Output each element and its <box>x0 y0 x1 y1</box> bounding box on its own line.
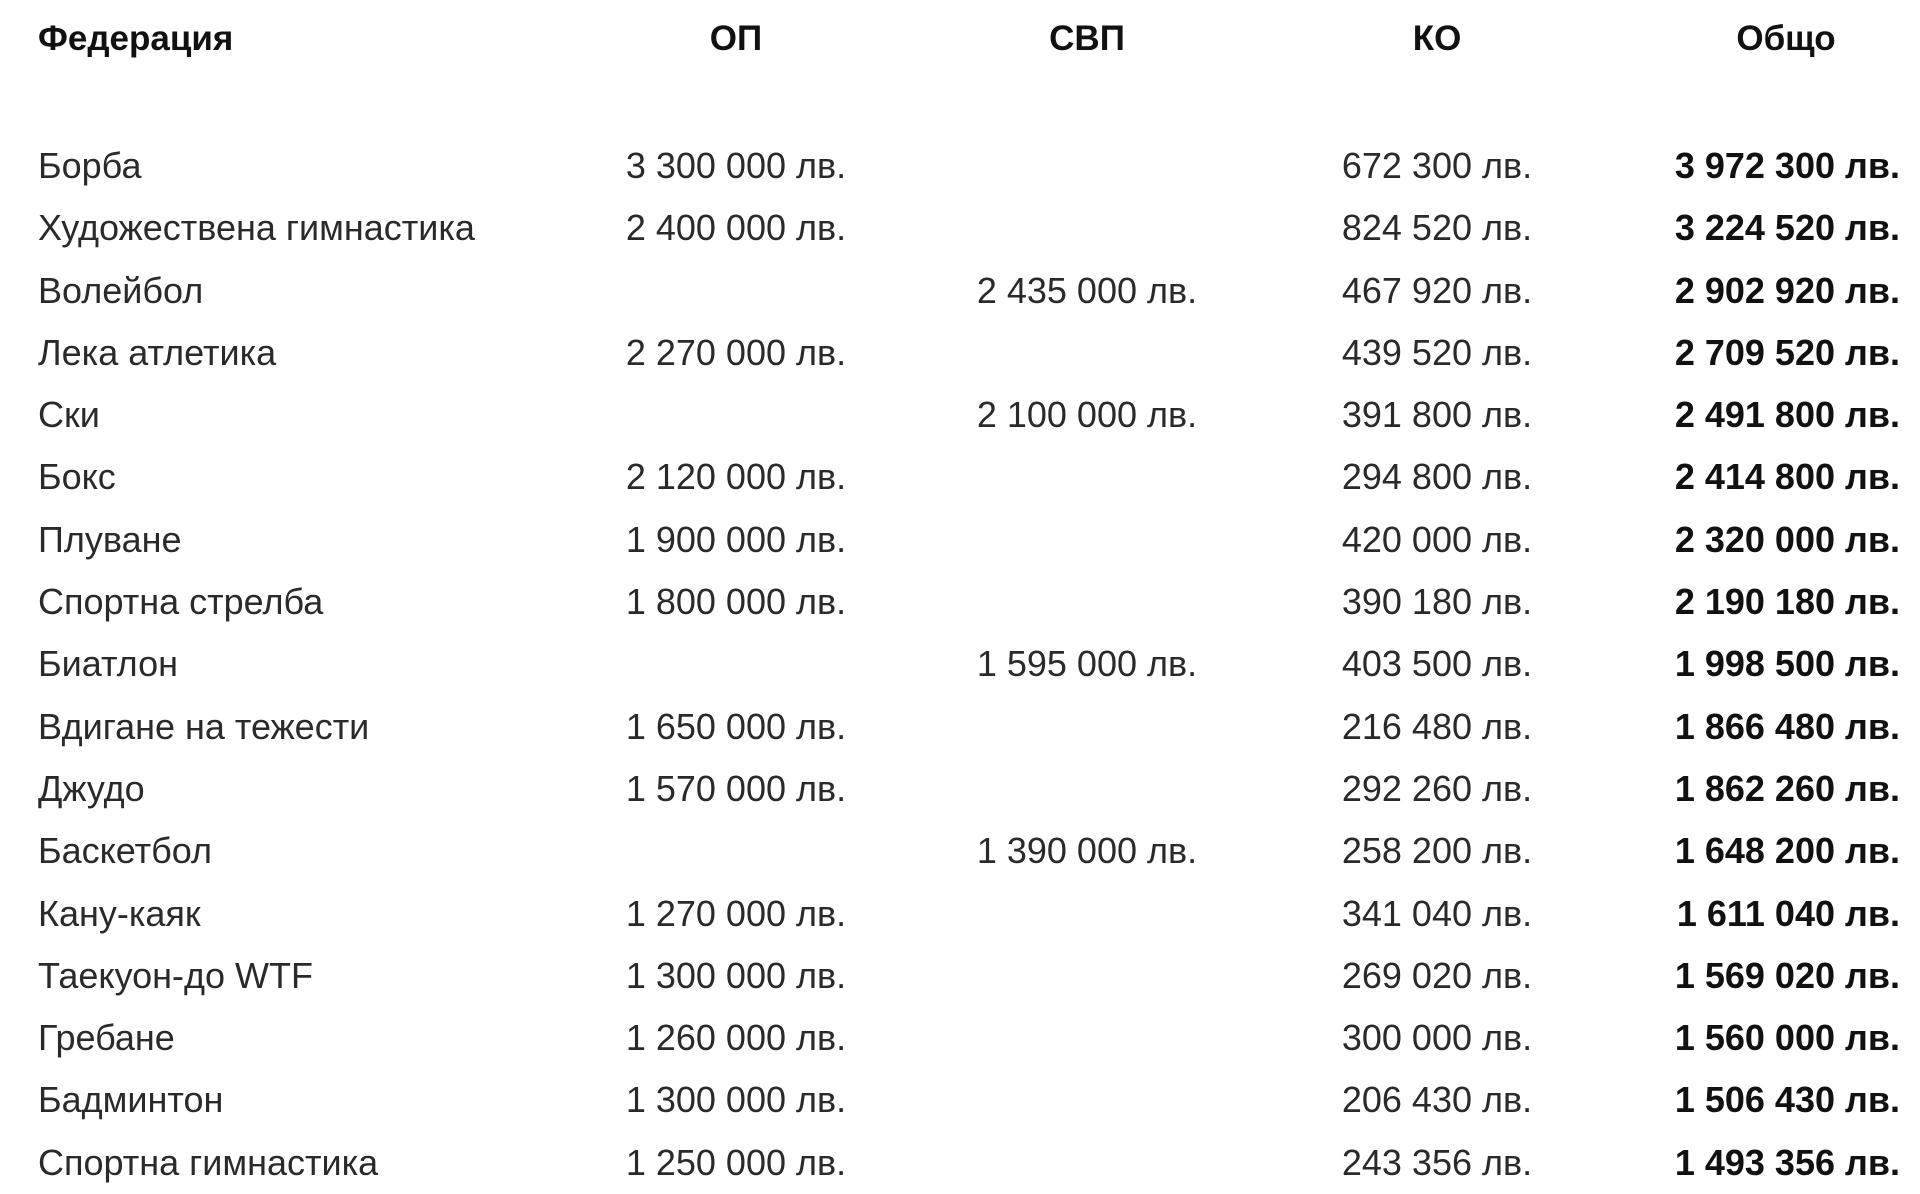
table-row <box>0 571 1920 633</box>
header-svp: СВП <box>1049 19 1125 58</box>
cell-total: 3 972 300 лв. <box>1674 145 1900 186</box>
cell-total: 2 709 520 лв. <box>1674 331 1900 373</box>
cell-op: 1 300 000 лв. <box>625 1079 847 1121</box>
table-header <box>0 12 1920 66</box>
cell-op: 1 300 000 лв. <box>625 954 847 996</box>
cell-svp <box>937 696 1237 758</box>
header-federation: Федерация <box>38 19 234 58</box>
table-row <box>0 322 1920 384</box>
table-row <box>0 135 1920 197</box>
cell-federation: Художествена гимнастика <box>38 207 475 249</box>
cell-op <box>586 633 886 695</box>
cell-svp: 2 435 000 лв. <box>976 269 1198 311</box>
cell-federation: Джудо <box>38 767 145 809</box>
cell-federation: Спортна гимнастика <box>38 1141 379 1183</box>
cell-total: 1 506 430 лв. <box>1674 1079 1900 1121</box>
cell-federation: Бокс <box>38 456 116 498</box>
cell-op: 1 260 000 лв. <box>625 1017 847 1059</box>
cell-total: 2 902 920 лв. <box>1674 269 1900 311</box>
cell-ko: 420 000 лв. <box>1341 518 1533 560</box>
cell-federation: Борба <box>38 145 142 186</box>
cell-op: 1 800 000 лв. <box>625 581 847 623</box>
cell-svp <box>937 322 1237 384</box>
cell-federation: Таекуон-до WTF <box>38 954 314 996</box>
cell-svp <box>937 883 1237 945</box>
cell-federation: Плуване <box>38 518 182 560</box>
cell-svp <box>937 509 1237 571</box>
header-op: ОП <box>709 19 763 58</box>
cell-ko: 243 356 лв. <box>1341 1141 1533 1183</box>
cell-ko: 467 920 лв. <box>1341 269 1533 311</box>
table-row <box>0 1069 1920 1131</box>
cell-ko: 672 300 лв. <box>1341 145 1533 186</box>
table-row <box>0 820 1920 882</box>
cell-federation: Баскетбол <box>38 830 212 872</box>
cell-total: 2 491 800 лв. <box>1674 394 1900 436</box>
table-row <box>0 883 1920 945</box>
table-row <box>0 446 1920 508</box>
cell-total: 1 862 260 лв. <box>1674 767 1900 809</box>
table-row <box>0 758 1920 820</box>
cell-total: 1 866 480 лв. <box>1674 705 1900 747</box>
cell-op: 1 570 000 лв. <box>625 767 847 809</box>
cell-ko: 206 430 лв. <box>1341 1079 1533 1121</box>
cell-total: 1 611 040 лв. <box>1676 892 1900 934</box>
cell-total: 1 998 500 лв. <box>1674 643 1900 685</box>
cell-op: 1 650 000 лв. <box>625 705 847 747</box>
cell-total: 1 648 200 лв. <box>1674 830 1900 872</box>
cell-op: 1 900 000 лв. <box>625 518 847 560</box>
cell-total: 3 224 520 лв. <box>1674 207 1900 249</box>
table-row <box>0 384 1920 446</box>
header-ko: КО <box>1412 19 1462 58</box>
cell-total: 1 493 356 лв. <box>1674 1141 1900 1183</box>
cell-ko: 391 800 лв. <box>1341 394 1533 436</box>
table-row <box>0 1007 1920 1069</box>
cell-op <box>586 384 886 446</box>
cell-ko: 403 500 лв. <box>1341 643 1533 685</box>
cell-svp: 2 100 000 лв. <box>976 394 1198 436</box>
cell-federation: Лека атлетика <box>38 331 277 373</box>
table-row <box>0 1132 1920 1194</box>
cell-svp <box>937 1069 1237 1131</box>
cell-svp <box>937 135 1237 197</box>
cell-svp: 1 390 000 лв. <box>976 830 1198 872</box>
cell-total: 2 414 800 лв. <box>1674 456 1900 498</box>
cell-federation: Волейбол <box>38 269 204 311</box>
cell-federation: Ски <box>38 394 100 436</box>
table-body <box>0 135 1920 1194</box>
cell-op: 2 120 000 лв. <box>625 456 847 498</box>
table-row <box>0 633 1920 695</box>
cell-op <box>586 820 886 882</box>
cell-federation: Вдигане на тежести <box>38 705 370 747</box>
cell-ko: 269 020 лв. <box>1341 954 1533 996</box>
cell-federation: Кану-каяк <box>38 892 201 934</box>
cell-svp: 1 595 000 лв. <box>976 643 1198 685</box>
header-total: Общо <box>1736 19 1836 58</box>
cell-federation: Спортна стрелба <box>38 581 324 623</box>
table-row <box>0 509 1920 571</box>
table-row <box>0 260 1920 322</box>
cell-op <box>586 260 886 322</box>
cell-ko: 390 180 лв. <box>1341 581 1533 623</box>
cell-ko: 258 200 лв. <box>1341 830 1533 872</box>
table-row <box>0 696 1920 758</box>
cell-total: 1 560 000 лв. <box>1674 1017 1900 1059</box>
cell-svp <box>937 1132 1237 1194</box>
cell-op: 1 270 000 лв. <box>625 892 847 934</box>
cell-svp <box>937 446 1237 508</box>
cell-ko: 824 520 лв. <box>1341 207 1533 249</box>
cell-op: 1 250 000 лв. <box>625 1141 847 1183</box>
cell-ko: 341 040 лв. <box>1341 892 1533 934</box>
cell-total: 1 569 020 лв. <box>1674 954 1900 996</box>
cell-ko: 300 000 лв. <box>1341 1017 1533 1059</box>
table-row <box>0 945 1920 1007</box>
cell-svp <box>937 197 1237 259</box>
cell-svp <box>937 571 1237 633</box>
cell-ko: 439 520 лв. <box>1341 331 1533 373</box>
cell-svp <box>937 1007 1237 1069</box>
cell-total: 2 320 000 лв. <box>1674 518 1900 560</box>
cell-federation: Биатлон <box>38 643 178 685</box>
cell-op: 2 400 000 лв. <box>625 207 847 249</box>
cell-svp <box>937 945 1237 1007</box>
cell-federation: Гребане <box>38 1017 175 1059</box>
cell-federation: Бадминтон <box>38 1079 224 1121</box>
cell-ko: 292 260 лв. <box>1341 767 1533 809</box>
table-row <box>0 197 1920 259</box>
cell-op: 2 270 000 лв. <box>625 331 847 373</box>
cell-op: 3 300 000 лв. <box>625 145 847 186</box>
cell-ko: 216 480 лв. <box>1341 705 1533 747</box>
cell-svp <box>937 758 1237 820</box>
cell-ko: 294 800 лв. <box>1341 456 1533 498</box>
cell-total: 2 190 180 лв. <box>1674 581 1900 623</box>
